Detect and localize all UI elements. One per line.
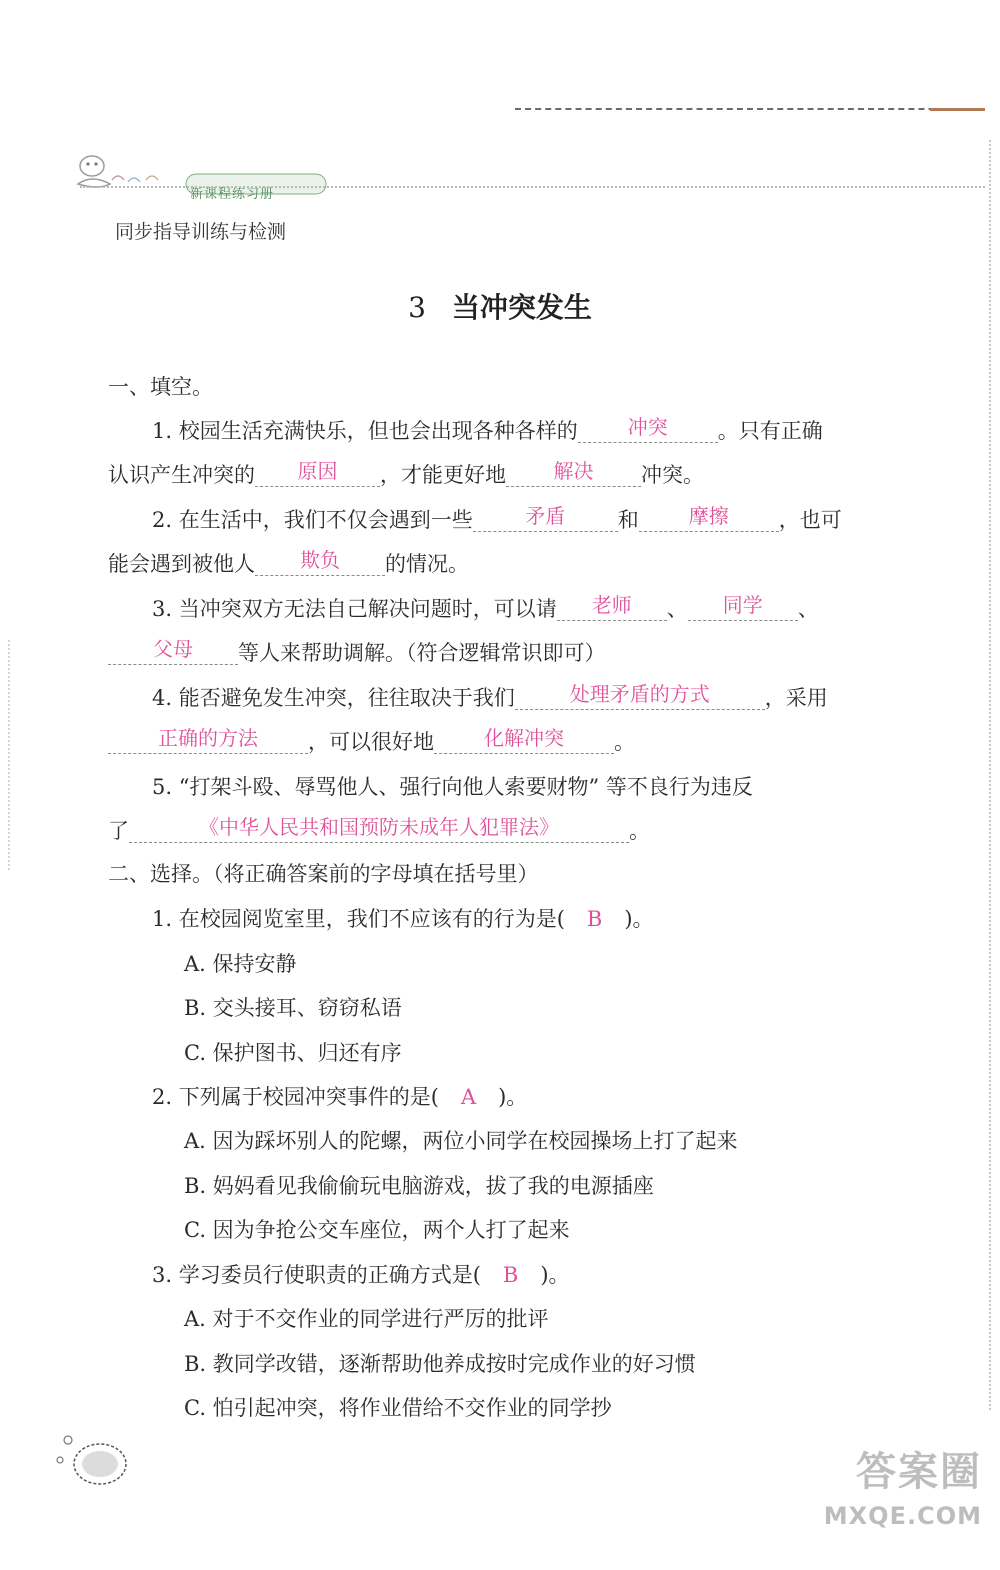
q2-line1: 2. 在生活中，我们不仅会遇到一些 矛盾 和 摩擦 ，也可 bbox=[152, 504, 842, 532]
q2-blank-2: 摩擦 bbox=[639, 505, 779, 532]
lesson-title-text: 当冲突发生 bbox=[451, 291, 592, 324]
choice-q2-option-a: A. 因为踩坏别人的陀螺，两位小同学在校园操场上打了起来 bbox=[184, 1129, 738, 1153]
page-number-blob-icon bbox=[50, 1430, 140, 1490]
q3-line2: 父母 等人来帮助调解。（符合逻辑常识即可） bbox=[108, 638, 606, 668]
top-rule-accent bbox=[930, 108, 985, 111]
choice-q2-stem: 2. 下列属于校园冲突事件的是( A )。 bbox=[152, 1085, 528, 1109]
brand-badge: 新课程练习册 bbox=[190, 187, 275, 202]
q1-line1: 1. 校园生活充满快乐，但也会出现各种各样的 冲突 。只有正确 bbox=[152, 415, 823, 443]
choice-q2-option-b: B. 妈妈看见我偷偷玩电脑游戏，拔了我的电源插座 bbox=[184, 1174, 654, 1198]
q5-line2: 了 《中华人民共和国预防未成年人犯罪法》 。 bbox=[108, 815, 650, 843]
q4-line2: 正确的方法 ，可以很好地 化解冲突 。 bbox=[108, 727, 635, 757]
q4-blank-3: 化解冲突 bbox=[434, 727, 614, 754]
lesson-number: 3 bbox=[408, 291, 426, 324]
q4-line1: 4. 能否避免发生冲突，往往取决于我们 处理矛盾的方式 ，采用 bbox=[152, 682, 828, 710]
lesson-title bbox=[0, 286, 1000, 326]
q3-line1: 3. 当冲突双方无法自己解决问题时，可以请 老师 、 同学 、 bbox=[152, 593, 819, 621]
choice-q2-answer: A bbox=[460, 1085, 477, 1109]
section-choice-heading: 二、选择。（将正确答案前的字母填在括号里） bbox=[108, 862, 539, 886]
book-subtitle: 同步指导训练与检测 bbox=[115, 221, 287, 243]
section-fill-heading: 一、填空。 bbox=[108, 375, 213, 399]
q4-blank-1: 处理矛盾的方式 bbox=[515, 683, 765, 710]
q5-blank-1: 《中华人民共和国预防未成年人犯罪法》 bbox=[129, 816, 629, 843]
q2-blank-1: 矛盾 bbox=[473, 505, 618, 532]
q1-blank-1: 冲突 bbox=[578, 416, 718, 443]
choice-q3-answer: B bbox=[502, 1263, 519, 1287]
choice-q3-option-c: C. 怕引起冲突，将作业借给不交作业的同学抄 bbox=[184, 1396, 612, 1420]
q2-line2: 能会遇到被他人 欺负 的情况。 bbox=[108, 548, 469, 576]
q2-blank-3: 欺负 bbox=[255, 549, 385, 576]
q3-blank-3: 父母 bbox=[108, 638, 238, 665]
right-margin-border bbox=[989, 140, 991, 1410]
q1-line2: 认识产生冲突的 原因 ，才能更好地 解决 冲突。 bbox=[108, 459, 704, 487]
left-margin-border bbox=[8, 640, 10, 870]
choice-q1-answer: B bbox=[586, 907, 603, 931]
choice-q1-option-a: A. 保持安静 bbox=[184, 952, 297, 976]
q3-blank-2: 同学 bbox=[688, 594, 798, 621]
choice-q1-option-b: B. 交头接耳、窃窃私语 bbox=[184, 996, 402, 1020]
top-rule bbox=[515, 108, 985, 110]
header-divider bbox=[80, 186, 985, 188]
choice-q3-option-a: A. 对于不交作业的同学进行严厉的批评 bbox=[184, 1307, 549, 1331]
q4-blank-2: 正确的方法 bbox=[108, 727, 308, 754]
choice-q1-stem: 1. 在校园阅览室里，我们不应该有的行为是( B )。 bbox=[152, 907, 654, 931]
q3-blank-1: 老师 bbox=[557, 594, 667, 621]
q1-blank-2: 原因 bbox=[255, 460, 380, 487]
watermark-url: MXQE.COM bbox=[823, 1502, 982, 1530]
q1-blank-3: 解决 bbox=[506, 460, 641, 487]
choice-q1-option-c: C. 保护图书、归还有序 bbox=[184, 1041, 402, 1065]
watermark bbox=[792, 1442, 982, 1562]
choice-q3-option-b: B. 教同学改错，逐渐帮助他养成按时完成作业的好习惯 bbox=[184, 1352, 696, 1376]
watermark-text: 答案圈 bbox=[856, 1449, 982, 1495]
q5-line1: 5. “打架斗殴、辱骂他人、强行向他人索要财物” 等不良行为违反 bbox=[152, 775, 753, 799]
choice-q2-option-c: C. 因为争抢公交车座位，两个人打了起来 bbox=[184, 1218, 570, 1242]
choice-q3-stem: 3. 学习委员行使职责的正确方式是( B )。 bbox=[152, 1263, 570, 1287]
